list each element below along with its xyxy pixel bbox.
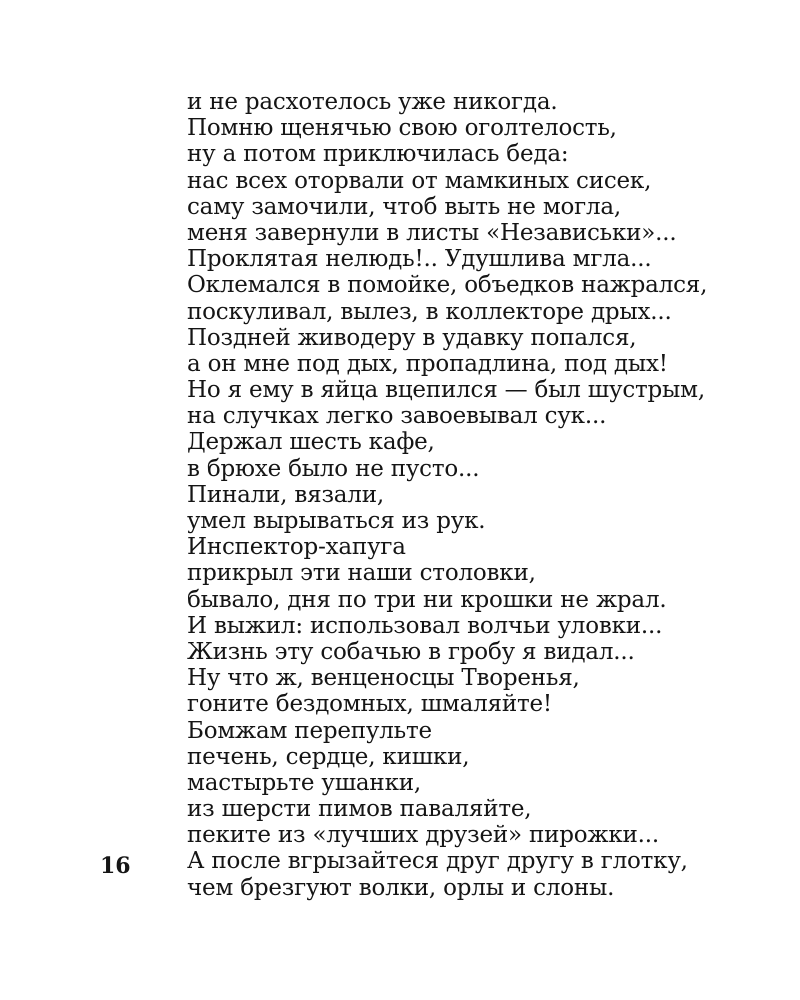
poem-line: Ну что ж, венценосцы Творенья, xyxy=(187,665,580,692)
poem-line: мастырьте ушанки, xyxy=(187,769,421,796)
poem-line: И выжил: использовал волчьи уловки... xyxy=(187,612,663,639)
poem-line: Пинали, вязали, xyxy=(187,481,384,508)
poem-line: А после вгрызайтеся друг другу в глотку, xyxy=(187,848,688,875)
poem-line: чем брезгуют волки, орлы и слоны. xyxy=(187,874,615,901)
poem-line: умел вырываться из рук. xyxy=(187,508,486,534)
poem-line: Жизнь эту собачью в гробу я видал... xyxy=(187,638,635,665)
poem-line: Бомжам перепульте xyxy=(187,717,432,744)
poem-line: бывало, дня по три ни крошки не жрал. xyxy=(187,586,667,613)
poem-line: Но я ему в яйца вцепился — был шустрым, xyxy=(187,377,705,404)
poem-line: Держал шесть кафе, xyxy=(187,429,435,456)
poem-line: саму замочили, чтоб выть не могла, xyxy=(187,193,622,220)
poem-line: и не расхотелось уже никогда. xyxy=(187,89,558,115)
poem-line: меня завернули в листы «Независьки»... xyxy=(187,219,677,246)
poem-line: в брюхе было не пусто... xyxy=(187,455,480,482)
poem-line: Проклятая нелюдь!.. Удушлива мгла... xyxy=(187,246,652,273)
page-number: 16 xyxy=(100,853,131,879)
poem-text xyxy=(187,89,777,901)
poem-line: нас всех оторвали от мамкиных сисек, xyxy=(187,167,652,194)
poem-line: пеките из «лучших друзей» пирожки... xyxy=(187,822,660,849)
poem-line: прикрыл эти наши столовки, xyxy=(187,560,536,587)
poem-line: Оклемался в помойке, объедков нажрался, xyxy=(187,272,708,299)
poem-line: поскуливал, вылез, в коллекторе дрых... xyxy=(187,298,672,325)
poem-line: печень, сердце, кишки, xyxy=(187,743,470,770)
poem-line: ну а потом приключилась беда: xyxy=(187,141,569,168)
poem-line: Помню щенячью свою оголтелость, xyxy=(187,115,617,142)
poem-line: Инспектор-хапуга xyxy=(187,534,406,561)
poem-line: на случках легко завоевывал сук... xyxy=(187,403,607,430)
poem-line: а он мне под дых, пропадлина, под дых! xyxy=(187,350,668,377)
poem-line: гоните бездомных, шмаляйте! xyxy=(187,691,552,718)
poem-line: Поздней живодеру в удавку попался, xyxy=(187,324,637,351)
poem-line: из шерсти пимов паваляйте, xyxy=(187,796,532,823)
